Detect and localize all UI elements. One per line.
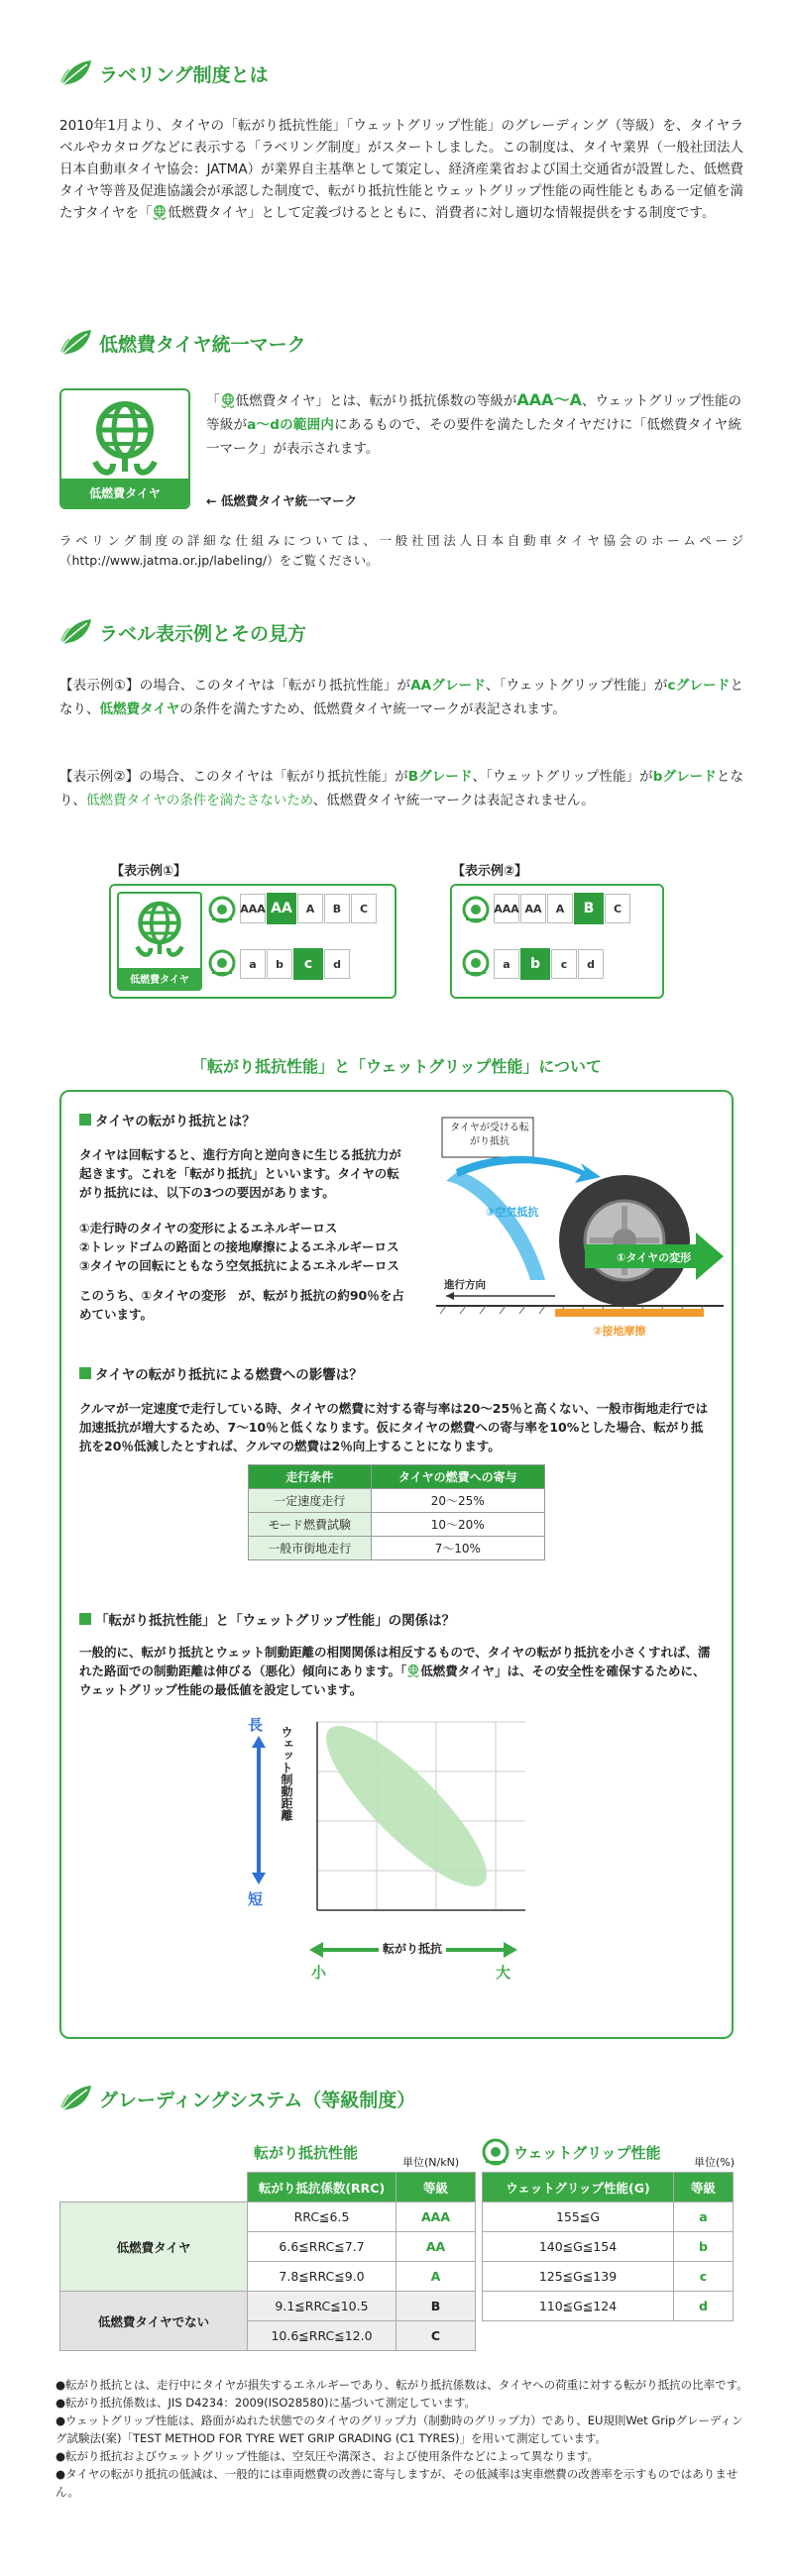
wet-grip-icon [208,949,236,977]
grade-cell: b [520,948,550,980]
grade-cell: B [324,894,350,923]
wg-grade-table [482,2172,734,2321]
eco-tire-mark-icon [152,204,168,220]
leaf-icon [59,2084,93,2113]
mark-label: 低燃費タイヤ [61,479,188,507]
graph-y-short: 短 [248,1890,264,1908]
q2-body: クルマが一定速度で走行している時、タイヤの燃費に対する寄与率は20〜25％と高くない、一般市街地走行では加速抵抗が増大するため、7〜10％と低くなります。仮にタイヤの燃費への寄与率を10%とした場合、転がり抵抗を20％低減したとすれば、クルマの燃費は2％向上することになります。 [79,1401,709,1453]
eco-tire-unified-mark [59,388,190,509]
table-header: 走行条件 [249,1465,372,1489]
table-header: 等級 [674,2173,734,2202]
grade-cell: AA [520,894,546,923]
grade-cell: a [494,949,519,979]
graph-x-small: 小 [311,1964,327,1982]
grading-notes [56,2376,749,2501]
table-header: ウェットグリップ性能(G) [483,2173,674,2202]
grade-cell: d [578,949,604,979]
table-header: 等級 [396,2173,476,2202]
table-row: 6.6≦RRC≦7.7 AA [60,2232,476,2262]
table-row: 低燃費タイヤ RRC≦6.5 AAA [60,2202,476,2232]
wg-unit: 単位(%) [694,2156,736,2169]
table-row: モード燃費試験 10〜20% [249,1513,545,1537]
table-header: タイヤの燃費への寄与 [371,1465,544,1489]
rolling-resistance-icon [208,896,236,923]
contact-friction-bar [555,1309,704,1317]
diagram-deform-label: ①タイヤの変形 [617,1251,692,1264]
label-example-2 [450,884,664,999]
leaf-icon [59,328,93,358]
wet-grip-icon [462,949,490,977]
wet-grip-icon [482,2138,510,2166]
square-bullet-icon [79,1367,91,1379]
air-flow-arrow [456,1156,601,1183]
q1-items [79,1219,406,1275]
table-header: 転がり抵抗係数(RRC) [248,2173,396,2202]
graph-x-large: 大 [496,1964,511,1982]
section-title-grading: グレーディングシステム（等級制度） [59,2081,415,2116]
q1-item: ③タイヤの回転にともなう空気抵抗によるエネルギーロス [79,1258,399,1273]
grade-cell: B [574,893,604,924]
square-bullet-icon [79,1114,91,1126]
note-item: ●転がり抵抗およびウェットグリップ性能は、空気圧や溝深さ、および使用条件などによって異なります。 [56,2449,599,2463]
eco-tire-mark [117,892,202,991]
square-bullet-icon [79,1613,91,1625]
grade-cell: A [547,894,573,923]
note-item: ●ウェットグリップ性能は、路面がぬれた状態でのタイヤのグリップ力（制動時のグリップ力）であり、EU規則Wet Gripグレーディング試験法(案)「TEST METHOD FOR TYRE WET GRIP GRADING (C1 TYRES)」を用いて測定しています。 [56,2414,743,2445]
grade-cell: c [293,948,323,980]
table-row: 10.6≦RRC≦12.0 C [60,2321,476,2351]
example-1-text: 【表示例①】の場合、このタイヤは「転がり抵抗性能」がAAグレード、「ウェットグリップ性能」がcグレードとなり、低燃費タイヤの条件を満たすため、低燃費タイヤ統一マークが表記されます。 [59,678,743,717]
grade-cell: C [605,894,630,923]
note-item: ●転がり抵抗係数は、JIS D4234：2009(ISO28580)に基づいて測定しています。 [56,2396,477,2410]
unified-mark-footnote: ラベリング制度の詳細な仕組みについては、一般社団法人日本自動車タイヤ協会のホームページ（http://www.jatma.or.jp/labeling/）をご覧ください。 [59,533,743,568]
rr-grade-table [59,2172,476,2351]
grade-cell: d [324,949,350,979]
table-row: 155≦G a [483,2202,734,2232]
eco-tire-mark-icon [406,1664,420,1677]
q1-item: ①走行時のタイヤの変形によるエネルギーロス [79,1221,338,1235]
q2-heading: タイヤの転がり抵抗による燃費への影響は？ [79,1363,363,1383]
mark-caption: ← 低燃費タイヤ統一マーク [206,493,358,508]
grade-cell: a [240,949,266,979]
eco-tire-mark-icon [220,392,236,408]
diagram-direction-label: 進行方向 [444,1279,486,1291]
section-title-label-example: ラベル表示例とその見方 [59,614,306,650]
fuel-contribution-table [248,1464,545,1560]
air-resistance-arrow [446,1171,545,1280]
grade-cell: AA [267,893,296,924]
diagram-air-label: ③空気抵抗 [486,1206,539,1219]
table-row: 140≦G≦154 b [483,2232,734,2262]
q1-heading: タイヤの転がり抵抗とは？ [79,1110,256,1129]
mark-label: 低燃費タイヤ [119,968,200,989]
panel-title: 「転がり抵抗性能」と「ウェットグリップ性能」について [190,1057,603,1076]
label-example-2-title: 【表示例②】 [452,864,528,879]
table-row: 一般市街地走行 7〜10% [249,1537,545,1560]
tradeoff-region [307,1712,507,1905]
table-row: 低燃費タイヤでない 9.1≦RRC≦10.5 B [60,2292,476,2321]
labeling-body: 2010年1月より、タイヤの「転がり抵抗性能」「ウェットグリップ性能」のグレーディング（等級）を、タイヤラベルやカタログなどに表示する「ラベリング制度」がスタートしました。この制度は、タイヤ業界（一般社団法人日本自動車タイヤ協会：JATMA）が業界自主基準として策定し、経済産業省および国土交通省が設置した、低燃費タイヤ等普及促進協議会が承認した制度で、転がり抵抗性能とウェットグリップ性能の両性能ともある一定値を満たすタイヤを「 低燃費タイヤ」として定義づけるとともに、消費者に対し適切な情報提供をする制度です。 [59,118,743,221]
eco-tire-mark-icon [130,898,189,957]
table-row: 一定速度走行 20〜25% [249,1489,545,1513]
label-example-1 [109,884,396,999]
grade-cell: c [551,949,577,979]
q3-heading: 「転がり抵抗性能」と「ウェットグリップ性能」の関係は？ [79,1609,455,1629]
grade-cell: C [351,894,377,923]
q1-conclusion: このうち、①タイヤの変形 が、転がり抵抗の約90％を占めています。 [79,1288,404,1322]
note-item: ●タイヤの転がり抵抗の低減は、一般的には車両燃費の改善に寄与しますが、その低減率は実車燃費の改善率を示すものではありません。 [56,2467,738,2499]
grade-cell: AAA [494,894,519,923]
rr-table-title: 転がり抵抗性能 [254,2144,359,2162]
section-title-unified-mark: 低燃費タイヤ統一マーク [59,325,306,361]
q1-body: タイヤは回転すると、進行方向と逆向きに生じる抵抗力が起きます。これを「転がり抵抗」といいます。タイヤの転がり抵抗には、以下の3つの要因があります。 [79,1147,401,1200]
leaf-icon [59,617,93,647]
table-row: 125≦G≦139 c [483,2262,734,2292]
y-axis-arrow-icon [252,1736,266,1884]
graph-y-long: 長 [248,1716,264,1734]
diagram-friction-label: ②接地摩擦 [593,1325,646,1338]
tradeoff-graph [287,1712,555,1930]
graph-y-label: ウェット制動距離 [280,1726,293,1821]
leaf-icon [59,58,93,88]
note-item: ●転がり抵抗とは、走行中にタイヤが損失するエネルギーであり、転がり抵抗係数は、タイヤへの荷重に対する転がり抵抗の比率です。 [56,2378,748,2392]
example-2-text: 【表示例②】の場合、このタイヤは「転がり抵抗性能」がBグレード、「ウェットグリップ性能」がbグレードとなり、低燃費タイヤの条件を満たさないため、低燃費タイヤ統一マークは表記されません。 [59,769,743,808]
graph-x-label: 転がり抵抗 [379,1940,446,1957]
q3-body: 一般的に、転がり抵抗とウェット制動距離の相関関係は相反するもので、タイヤの転がり抵抗を小さくすれば、濡れた路面での制動距離は伸びる（悪化）傾向にあります。「 低燃費タイヤ」は、その安全性を確保するために、ウェットグリップ性能の最低値を設定しています。 [79,1645,711,1697]
label-example-1-title: 【表示例①】 [111,864,187,879]
wg-table-title: ウェットグリップ性能 [513,2144,661,2162]
grade-cell: AAA [240,894,266,923]
rr-unit: 単位(N/kN) [402,2156,460,2169]
diagram-box-text: タイヤが受ける転がり抵抗 [450,1123,529,1147]
grade-cell: b [267,949,292,979]
grade-cell: A [297,894,323,923]
eco-tire-mark-icon [85,396,165,476]
rolling-resistance-icon [462,896,490,923]
table-row: 7.8≦RRC≦9.0 A [60,2262,476,2292]
section-title-labeling: ラベリング制度とは [59,55,269,91]
q1-item: ②トレッドゴムの路面との接地摩擦によるエネルギーロス [79,1239,399,1254]
table-row: 110≦G≦124 d [483,2292,734,2321]
unified-mark-desc: 「 低燃費タイヤ」とは、転がり抵抗係数の等級がAAA〜A、ウェットグリップ性能の等級がa〜dの範囲内にあるもので、その要件を満たしたタイヤだけに「低燃費タイヤ統一マーク」が表示されます。 [206,390,742,457]
